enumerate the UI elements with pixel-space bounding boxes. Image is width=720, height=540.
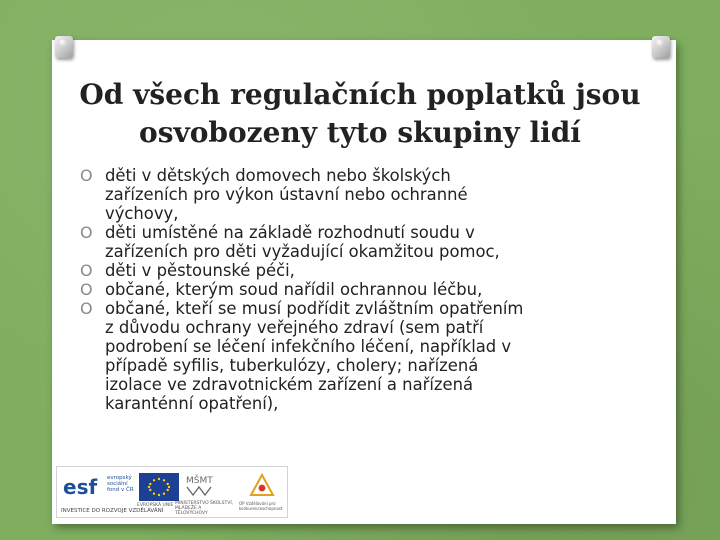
bullet-text-line: občané, kterým soud nařídil ochrannou léčbu, [105,280,483,299]
msmt-logo [185,471,213,499]
bullet-text-line: karanténní opatření), [105,394,279,413]
op-vk-logo-text: OP Vzdělávání pro konkurenceschopnost [239,501,283,511]
bullet-text-line: z důvodu ochrany veřejného zdraví (sem patří [105,318,484,337]
bullet-text-line: výchovy, [105,204,179,223]
esf-logo-text [107,475,134,493]
bullet-text-line: děti v dětských domovech nebo školských [105,166,451,185]
bullet-list [80,166,620,413]
bullet-item [80,223,620,261]
bullet-text-line: podrobení se léčení infekčního léčení, například v [105,337,512,356]
esf-logo-text-line: fond v ČR [107,487,134,493]
bullet-text-line: děti v pěstounské péči, [105,261,295,280]
bullet-text-line: děti umístěné na základě rozhodnutí soudu v [105,223,475,242]
bullet-item [80,166,620,223]
bullet-marker-icon: O [80,261,93,280]
bullet-text-line: zařízeních pro výkon ústavní nebo ochranné [105,185,468,204]
slide-title [70,76,650,152]
eu-logo-text: EVROPSKÁ UNIE [137,503,174,508]
esf-logo [61,473,107,499]
bullet-item [80,280,620,299]
bullet-text-line: zařízeních pro děti vyžadující okamžitou pomoc, [105,242,500,261]
msmt-logo-text: MINISTERSTVO ŠKOLSTVÍ, MLÁDEŽE A TĚLOVÝCHOVY [175,501,234,516]
slide-title-line: Od všech regulačních poplatků jsou [79,78,641,111]
pushpin-icon [55,36,73,58]
op-vk-logo [247,471,277,499]
bullet-marker-icon: O [80,223,93,242]
bullet-marker-icon: O [80,299,93,318]
logo-tagline: INVESTICE DO ROZVOJE VZDĚLÁVÁNÍ [61,508,164,514]
bullet-marker-icon: O [80,280,93,299]
msmt-logo-mark: MŠMT [186,476,213,486]
bullet-item [80,299,620,413]
slide-title-line: osvobozeny tyto skupiny lidí [139,116,581,149]
esf-logo-mark: esf [63,475,98,499]
eu-funding-logo-strip [56,466,288,518]
eu-flag-icon [139,473,179,501]
bullet-marker-icon: O [80,166,93,185]
esf-logo-text-line: evropský [107,475,132,481]
bullet-text-line: izolace ve zdravotnickém zařízení a nařízená [105,375,474,394]
bullet-text-line: případě syfilis, tuberkulózy, cholery; nařízená [105,356,479,375]
bullet-item [80,261,620,280]
pushpin-icon [652,36,670,58]
esf-logo-text-line: sociální [107,481,128,487]
bullet-text-line: občané, kteří se musí podřídit zvláštním opatřením [105,299,524,318]
